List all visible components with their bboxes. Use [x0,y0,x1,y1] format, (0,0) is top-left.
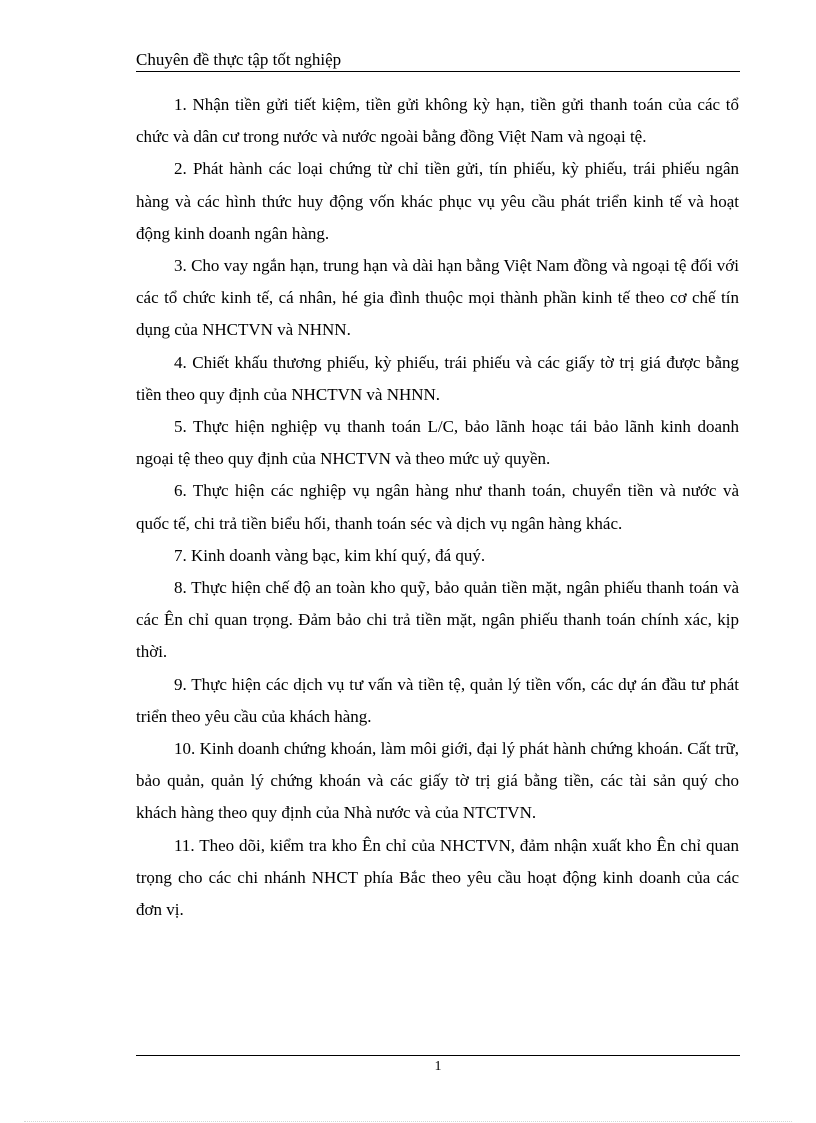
paragraph-10: 10. Kinh doanh chứng khoán, làm môi giới, đại lý phát hành chứng khoán. Cất trữ, bảo quản, quản lý chứng khoán và các giấy tờ trị giá bằng tiền, các tài sản quý cho khách hàng theo quy định của Nhà nước và của NTCTVN. [136,739,739,823]
paragraph-11: 11. Theo dõi, kiểm tra kho Ên chỉ của NHCTVN, đảm nhận xuất kho Ên chỉ quan trọng cho các chi nhánh NHCT phía Bắc theo yêu cầu hoạt động kinh doanh của các đơn vị. [136,835,739,920]
document-body [136,89,739,926]
paragraph-6: 6. Thực hiện các nghiệp vụ ngân hàng như thanh toán, chuyển tiền và nước và quốc tế, chi trả tiền biểu hối, thanh toán séc và dịch vụ ngân hàng khác. [136,481,739,533]
paragraph-2: 2. Phát hành các loại chứng từ chỉ tiền gửi, tín phiếu, kỳ phiếu, trái phiếu ngân hàng và các hình thức huy động vốn khác phục vụ yêu cầu phát triển kinh tế và hoạt động kinh doanh ngân hàng. [136,159,739,243]
paragraph-5: 5. Thực hiện nghiệp vụ thanh toán L/C, bảo lãnh hoạc tái bảo lãnh kinh doanh ngoại tệ theo quy định của NHCTVN và theo mức uỷ quyền. [136,417,739,469]
footer-divider [136,1055,740,1056]
header-title: Chuyên đề thực tập tốt nghiệp [136,50,342,69]
page-number: 1 [434,1059,442,1074]
paragraph-7: 7. Kinh doanh vàng bạc, kim khí quý, đá quý. [174,545,486,565]
paragraph-8: 8. Thực hiện chế độ an toàn kho quỹ, bảo quản tiền mặt, ngân phiếu thanh toán và các Ên chỉ quan trọng. Đảm bảo chi trả tiền mặt, ngân phiếu thanh toán chính xác, kịp thời. [136,578,739,662]
paragraph-4: 4. Chiết khấu thương phiếu, kỳ phiếu, trái phiếu và các giấy tờ trị giá được bằng tiền theo quy định của NHCTVN và NHNN. [136,352,739,404]
paragraph-1: 1. Nhận tiền gửi tiết kiệm, tiền gửi không kỳ hạn, tiền gửi thanh toán của các tổ chức và dân cư trong nước và nước ngoài bằng đồng Việt Nam và ngoại tệ. [136,95,739,147]
paragraph-3: 3. Cho vay ngắn hạn, trung hạn và dài hạn bằng Việt Nam đồng và ngoại tệ đối với các tổ chức kinh tế, cá nhân, hé gia đình thuộc mọi thành phần kinh tế theo cơ chế tín dụng của NHCTVN và NHNN. [136,256,739,340]
paragraph-9: 9. Thực hiện các dịch vụ tư vấn và tiền tệ, quản lý tiền vốn, các dự án đầu tư phát triển theo yêu cầu của khách hàng. [136,674,739,726]
page-header [136,49,740,72]
page-edge-divider [24,1121,792,1122]
